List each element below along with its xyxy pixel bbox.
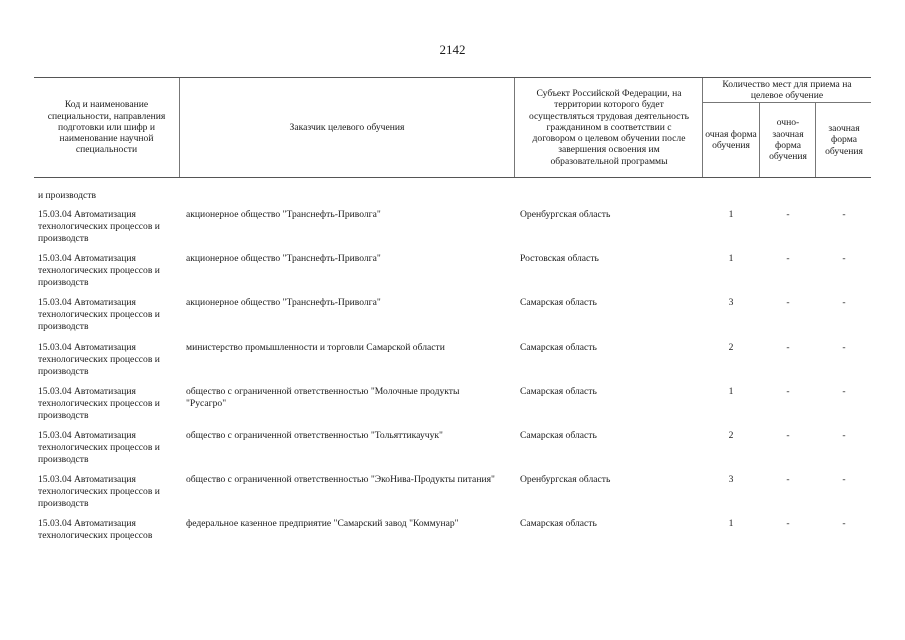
- row-code: 15.03.04 Автоматизация технологических процессов и производств: [38, 297, 160, 332]
- row-mixed: -: [786, 253, 790, 264]
- row-customer: акционерное общество "Транснефть-Приволга": [186, 297, 381, 308]
- row-mixed: -: [786, 386, 790, 397]
- row-subject: Оренбургская область: [520, 209, 611, 220]
- row-subject: Ростовская область: [520, 253, 599, 264]
- row-code: 15.03.04 Автоматизация технологических процессов и производств: [38, 430, 160, 465]
- row-customer: общество с ограниченной ответственностью "Тольяттикаучук": [186, 430, 443, 441]
- row-customer: федеральное казенное предприятие "Самарский завод "Коммунар": [186, 518, 459, 529]
- row-code: и производств: [38, 190, 97, 201]
- row-subject: Самарская область: [520, 430, 597, 441]
- header-divider: [815, 103, 816, 177]
- row-customer: акционерное общество "Транснефть-Приволга": [186, 253, 381, 264]
- row-subject: Оренбургская область: [520, 474, 611, 485]
- row-mixed: -: [786, 297, 790, 308]
- row-code: 15.03.04 Автоматизация технологических процессов: [38, 518, 153, 541]
- row-code: 15.03.04 Автоматизация технологических процессов и производств: [38, 209, 160, 244]
- row-code: 15.03.04 Автоматизация технологических процессов и производств: [38, 474, 160, 509]
- row-fulltime: 3: [728, 297, 734, 308]
- row-subject: Самарская область: [520, 386, 597, 397]
- row-fulltime: 3: [728, 474, 734, 485]
- row-parttime: -: [842, 518, 846, 529]
- row-code: 15.03.04 Автоматизация технологических процессов и производств: [38, 342, 160, 377]
- header-mixed: очно-заочная форма обучения: [769, 117, 807, 163]
- page-number: 2142: [439, 42, 466, 57]
- header-divider: [514, 78, 515, 177]
- row-parttime: -: [842, 209, 846, 220]
- row-fulltime: 2: [728, 430, 734, 441]
- row-mixed: -: [786, 430, 790, 441]
- row-mixed: -: [786, 209, 790, 220]
- row-code: 15.03.04 Автоматизация технологических процессов и производств: [38, 386, 160, 421]
- row-customer: общество с ограниченной ответственностью "ЭкоНива-Продукты питания": [186, 474, 495, 485]
- row-subject: Самарская область: [520, 518, 597, 529]
- row-subject: Самарская область: [520, 297, 597, 308]
- header-places: Количество мест для приема на целевое обучение: [722, 78, 852, 101]
- row-customer: министерство промышленности и торговли Самарской области: [186, 342, 445, 353]
- header-parttime: заочная форма обучения: [825, 123, 863, 157]
- row-customer: акционерное общество "Транснефть-Приволга": [186, 209, 381, 220]
- row-customer: общество с ограниченной ответственностью "Молочные продукты "Русагро": [186, 386, 460, 409]
- row-parttime: -: [842, 386, 846, 397]
- header-divider: [702, 78, 703, 177]
- table-header: [34, 77, 871, 178]
- row-mixed: -: [786, 518, 790, 529]
- row-parttime: -: [842, 253, 846, 264]
- row-fulltime: 2: [728, 342, 734, 353]
- header-fulltime: очная форма обучения: [705, 128, 757, 151]
- row-fulltime: 1: [728, 209, 734, 220]
- header-subject: Субъект Российской Федерации, на территории которого будет осуществляться трудовая деятельность гражданином в соответствии с договором о целевом обучении после завершения освоения им образовательной программы: [528, 87, 690, 167]
- header-customer: Заказчик целевого обучения: [289, 121, 405, 133]
- row-mixed: -: [786, 342, 790, 353]
- row-fulltime: 1: [728, 253, 734, 264]
- row-parttime: -: [842, 342, 846, 353]
- header-divider: [179, 78, 180, 177]
- row-subject: Самарская область: [520, 342, 597, 353]
- header-divider: [759, 103, 760, 177]
- row-fulltime: 1: [728, 386, 734, 397]
- row-code: 15.03.04 Автоматизация технологических процессов и производств: [38, 253, 160, 288]
- row-parttime: -: [842, 430, 846, 441]
- header-code: Код и наименование специальности, направления подготовки или шифр и наименование научной специальности: [47, 99, 166, 156]
- row-parttime: -: [842, 474, 846, 485]
- row-fulltime: 1: [728, 518, 734, 529]
- row-parttime: -: [842, 297, 846, 308]
- row-mixed: -: [786, 474, 790, 485]
